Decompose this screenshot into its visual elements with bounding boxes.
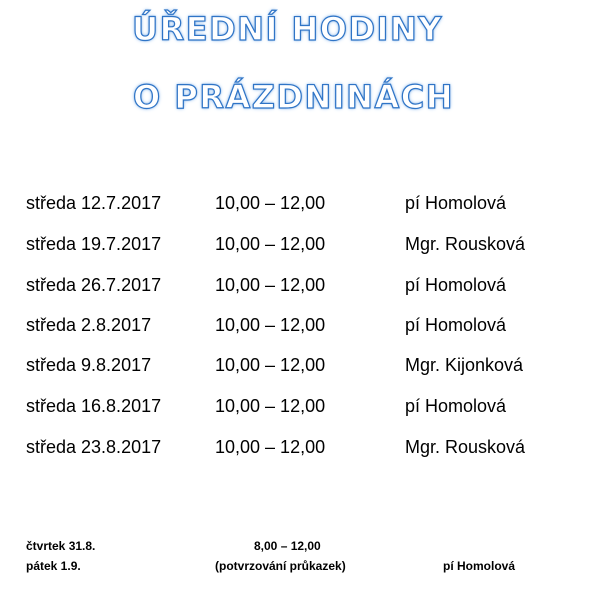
schedule-date: středa 23.8.2017 — [26, 437, 162, 457]
extra-row-thursday — [0, 537, 607, 555]
schedule-date: středa 26.7.2017 — [26, 275, 162, 295]
schedule-time: 10,00 – 12,00 — [215, 193, 326, 213]
schedule-row — [0, 393, 607, 419]
extra-person: pí Homolová — [443, 559, 516, 573]
extra-note: (potvrzování průkazek) — [215, 559, 346, 573]
schedule-time: 10,00 – 12,00 — [215, 275, 326, 295]
schedule-person: Mgr. Rousková — [405, 234, 526, 254]
schedule-person: pí Homolová — [405, 315, 507, 335]
schedule-person: pí Homolová — [405, 275, 507, 295]
schedule-row — [0, 272, 607, 298]
schedule-time: 10,00 – 12,00 — [215, 234, 326, 254]
title-line-2: O PRÁZDNINÁCH — [133, 78, 454, 116]
schedule-time: 10,00 – 12,00 — [215, 315, 326, 335]
title-line-1: ÚŘEDNÍ HODINY — [132, 10, 443, 48]
schedule-date: středa 19.7.2017 — [26, 234, 162, 254]
schedule-time: 10,00 – 12,00 — [215, 396, 326, 416]
schedule-person: Mgr. Rousková — [405, 437, 526, 457]
schedule-person: pí Homolová — [405, 396, 507, 416]
schedule-row — [0, 190, 607, 216]
schedule-person: Mgr. Kijonková — [405, 355, 524, 375]
schedule-person: pí Homolová — [405, 193, 507, 213]
schedule-row — [0, 352, 607, 378]
schedule-date: středa 12.7.2017 — [26, 193, 162, 213]
extra-time: 8,00 – 12,00 — [254, 539, 321, 553]
schedule-time: 10,00 – 12,00 — [215, 437, 326, 457]
schedule-row — [0, 434, 607, 460]
schedule-date: středa 16.8.2017 — [26, 396, 162, 416]
schedule-row — [0, 231, 607, 257]
schedule-time: 10,00 – 12,00 — [215, 355, 326, 375]
schedule-date: středa 9.8.2017 — [26, 355, 152, 375]
extra-row-friday — [0, 557, 607, 575]
extra-date: pátek 1.9. — [26, 559, 81, 573]
extra-date: čtvrtek 31.8. — [26, 539, 96, 553]
schedule-row — [0, 312, 607, 338]
schedule-date: středa 2.8.2017 — [26, 315, 152, 335]
